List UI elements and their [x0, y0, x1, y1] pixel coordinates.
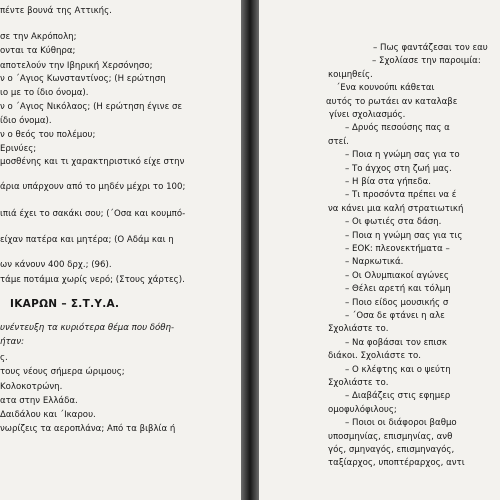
left-text-line: ίδιο όνομα). — [0, 116, 52, 126]
right-text-line: κοιμηθείς. — [328, 69, 373, 80]
left-text-line: Δαιδάλου και ΄Ικαρου. — [0, 410, 96, 420]
right-text-line: αυτός το ρωτάει αν καταλαβε — [326, 96, 458, 107]
left-text-line: σε την Ακρόπολη; — [0, 32, 77, 42]
right-text-line: διάκοι. Σχολιάστε το. — [328, 351, 421, 362]
left-text-line: τάμε ποτάμια χωρίς νερό; (Στους χάρτες). — [0, 275, 185, 285]
right-text-line: – Οι φωτιές στα δάση. — [345, 217, 442, 228]
left-text-line: νωρίζεις τα αεροπλάνα; Από τα βιβλία ή — [0, 424, 176, 434]
left-text-line: Ερινύες; — [0, 144, 37, 154]
left-page — [0, 0, 241, 500]
left-text-line: τους νέους σήμερα ώριμους; — [0, 367, 125, 377]
right-text-line: – Το άγχος στη ζωή μας. — [345, 163, 452, 174]
right-text-line: – Σχολίασε την παροιμία: — [372, 56, 481, 67]
left-text-line: άρια υπάρχουν από το μηδέν μέχρι το 100; — [0, 182, 186, 192]
right-text-line: ομοφυλόφιλους; — [328, 404, 397, 415]
left-text-line: ιπιά έχει το σακάκι σου; (΄Οσα και κουμπό- — [0, 209, 186, 219]
right-text-line: – Να φοβάσαι τον επισκ — [345, 337, 447, 348]
left-text-line: ονται τα Κύθηρα; — [0, 46, 76, 56]
right-text-line: ΄Ενα κουνούπι κάθεται — [336, 83, 435, 94]
right-text-line: – ΕΟΚ: πλεονεκτήματα – — [345, 244, 450, 254]
right-text-line: – Ποια η γνώμη σας για το — [345, 150, 460, 161]
right-page — [259, 0, 500, 500]
book-gutter — [241, 0, 259, 500]
right-text-line: – Ο κλέφτης και ο ψεύτη — [345, 364, 451, 375]
left-text-line: ατα στην Ελλάδα. — [0, 396, 78, 406]
right-text-line: – Τι προσόντα πρέπει να έ — [345, 190, 457, 201]
right-text-line: – Ποιο είδος μουσικής σ — [345, 297, 449, 308]
left-text-line: ν ο θεός του πολέμου; — [0, 130, 96, 140]
right-text-line: – Ποιοι οι διάφοροι βαθμο — [345, 418, 457, 429]
right-text-line: στεί. — [328, 136, 349, 147]
left-text-line: ήταν: — [0, 337, 24, 347]
left-text-line: ν ο ΄Αγιος Κωνσταντίνος; (Η ερώτηση — [0, 74, 166, 84]
right-text-line: – Οι Ολυμπιακοί αγώνες — [345, 270, 449, 281]
left-text-line: μοσθένης και τι χαρακτηριστικό είχε στην — [0, 157, 185, 167]
right-text-line: να κάνει μια καλή στρατιωτική — [328, 203, 464, 214]
left-text-line: ν ο ΄Αγιος Νικόλαος; (Η ερώτηση έγινε σε — [0, 102, 183, 112]
left-text-line: ς. — [0, 353, 8, 363]
right-text-line: – Θέλει αρετή και τόλμη — [345, 284, 451, 295]
right-text-line: υποσμηνίας, επισμηνίας, ανθ — [328, 431, 453, 442]
right-text-line: – Πως φαντάζεσαι τον εαυ — [373, 43, 488, 53]
right-text-line: – Ποια η γνώμη σας για τις — [345, 230, 463, 241]
right-text-line: – Διαβάζεις στις εφημερ — [345, 391, 451, 402]
left-text-line: είχαν πατέρα και μητέρα; (Ο Αδάμ και η — [0, 235, 174, 245]
left-text-line: υνέντευξη τα κυριότερα θέμα που δόθη- — [0, 323, 175, 333]
left-text-line: πέντε βουνά της Αττικής. — [0, 6, 112, 16]
right-text-line: – Δρυός πεσούσης πας α — [345, 123, 450, 134]
right-text-line: – Η βία στα γήπεδα. — [345, 177, 432, 187]
right-text-line: Σχολιάστε το. — [328, 324, 389, 335]
right-text-line: ταξίαρχος, υποπτέραρχος, αντι — [328, 458, 465, 469]
right-text-line: – Ναρκωτικά. — [345, 257, 404, 268]
left-text-line: Κολοκοτρώνη. — [0, 382, 63, 392]
right-text-line: γός, σμηναγός, επισμηναγός, — [328, 445, 455, 455]
right-text-line: – ΄Οσα δε φτάνει η αλε — [345, 311, 445, 321]
right-text-line: Σχολιάστε το. — [328, 378, 389, 388]
left-text-line: αποτελούν την Ιβηρική Χερσόνησο; — [0, 61, 153, 71]
left-text-line: ιο με το ίδιο όνομα). — [0, 88, 89, 98]
right-text-line: γίνει σχολιασμός. — [329, 110, 406, 120]
section-heading: ΙΚΑΡΩΝ – Σ.Τ.Υ.Α. — [10, 298, 120, 310]
left-text-line: ων κάνουν 400 δρχ.; (96). — [0, 260, 112, 270]
